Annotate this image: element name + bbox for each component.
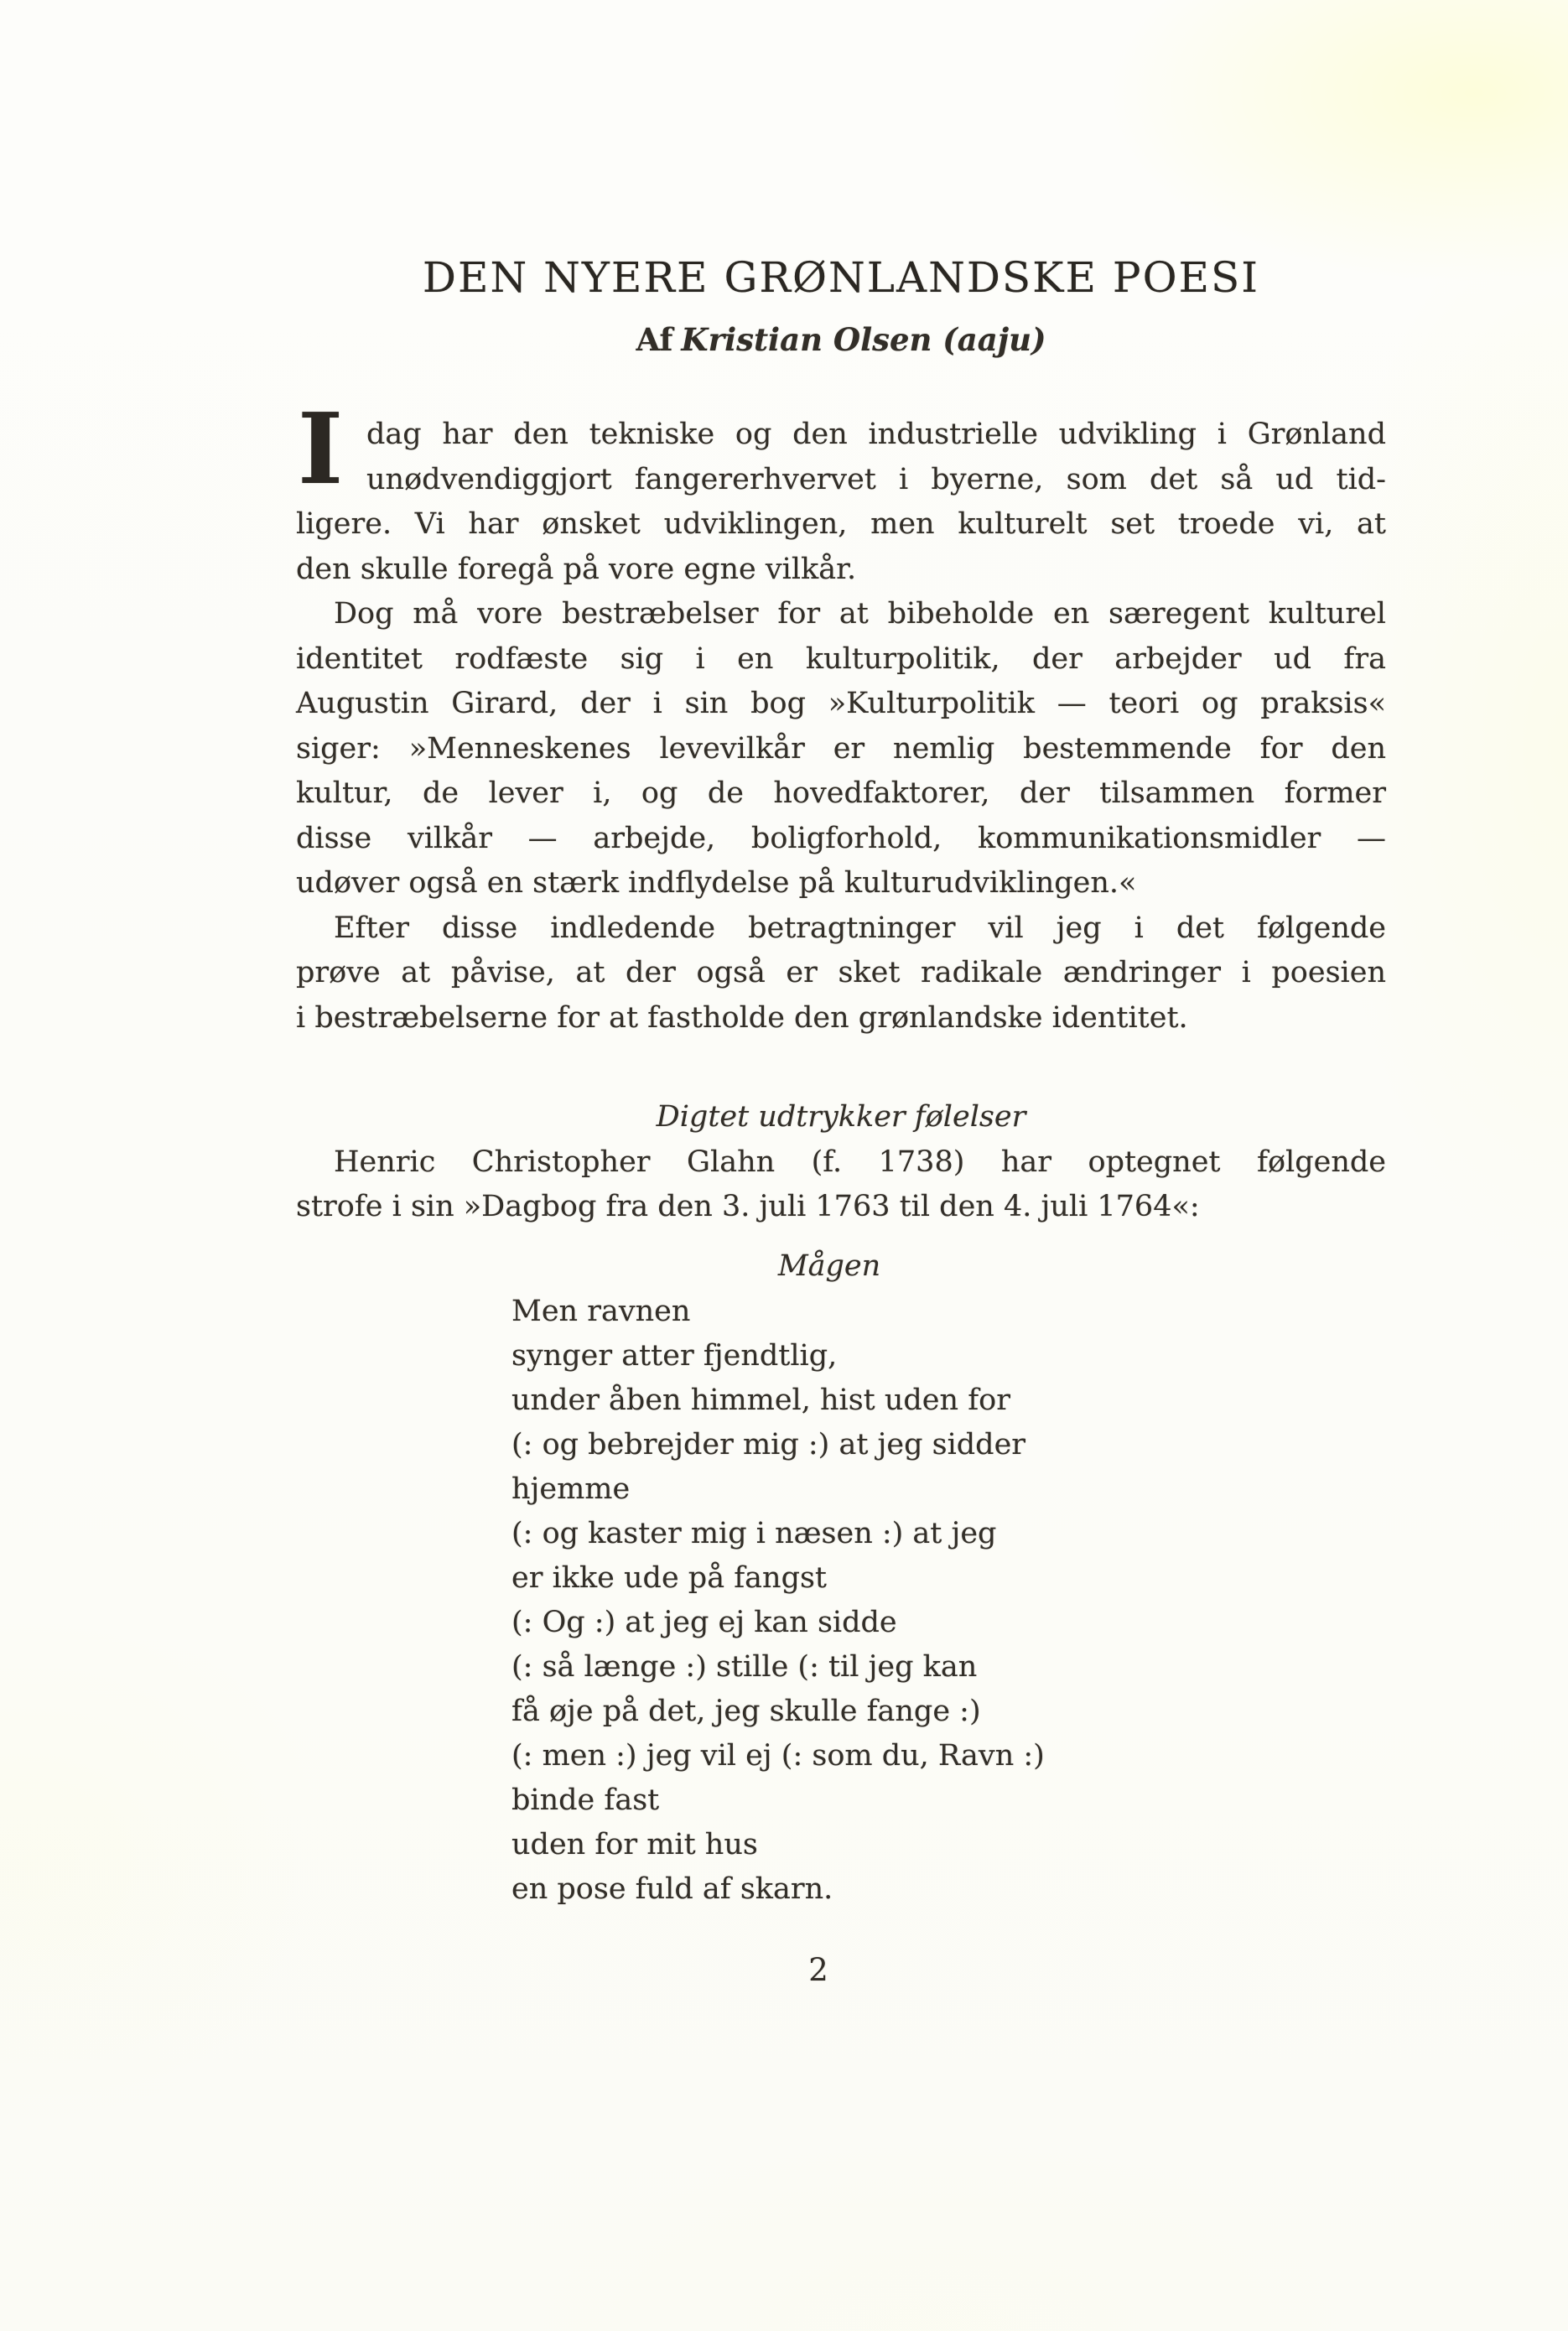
text-line: Henric Christopher Glahn (f. 1738) har optegnet følgende <box>334 1145 1386 1179</box>
text-line: unødvendiggjort fangererhvervet i byerne, som det så ud tid- <box>366 462 1386 496</box>
text-line: Augustin Girard, der i sin bog »Kulturpolitik — teori og praksis« <box>296 687 1386 720</box>
text-line: disse vilkår — arbejde, boligforhold, kommunikationsmidler — <box>296 821 1386 855</box>
poem-line: (: så længe :) stille (: til jeg kan <box>511 1649 978 1684</box>
byline-prefix: Af <box>636 321 673 358</box>
poem-line: synger atter fjendtlig, <box>511 1338 838 1373</box>
text-line: siger: »Menneskenes levevilkår er nemlig bestemmende for den <box>296 731 1386 766</box>
poem-line: (: men :) jeg vil ej (: som du, Ravn :) <box>511 1738 1045 1773</box>
byline-author: Kristian Olsen (aaju) <box>681 321 1046 358</box>
poem-line: er ikke ude på fangst <box>511 1560 827 1595</box>
paragraph-intro <box>296 392 1386 592</box>
text-line: Efter disse indledende betragtninger vil jeg i det følgende <box>334 911 1386 945</box>
drop-cap: I <box>298 392 344 506</box>
poem-line: en pose fuld af skarn. <box>511 1872 833 1906</box>
poem <box>296 1244 1386 1912</box>
page-number: 2 <box>808 1952 828 1988</box>
poem-line: (: og kaster mig i næsen :) at jeg <box>511 1516 997 1550</box>
section-heading: Digtet udtrykker følelser <box>656 1100 1026 1134</box>
poem-line: hjemme <box>511 1472 631 1506</box>
section-digtet <box>296 1095 1386 1230</box>
poem-line: (: Og :) at jeg ej kan sidde <box>511 1605 897 1639</box>
article-title: DEN NYERE GRØNLANDSKE POESI <box>422 253 1260 302</box>
text-line: udøver også en stærk indflydelse på kulturudviklingen.« <box>296 866 1137 900</box>
poem-line: uden for mit hus <box>511 1827 758 1861</box>
paragraph-kulturpolitik <box>296 592 1386 906</box>
text-line: dag har den tekniske og den industrielle udvikling i Grønland <box>366 418 1386 451</box>
paragraph-efter <box>296 906 1386 1041</box>
poem-line: få øje på det, jeg skulle fange :) <box>511 1694 981 1728</box>
text-line: identitet rodfæste sig i en kulturpolitik, der arbejder ud fra <box>296 641 1386 676</box>
text-line: i bestræbelserne for at fastholde den grønlandske identitet. <box>296 1000 1188 1035</box>
text-line: kultur, de lever i, og de hovedfaktorer, der tilsammen former <box>296 776 1386 810</box>
paragraph-glahn <box>296 1140 1386 1230</box>
text-line: prøve at påvise, at der også er sket radikale ændringer i poesien <box>296 956 1386 989</box>
byline <box>296 321 1386 358</box>
body-text <box>296 392 1386 1041</box>
text-line: ligere. Vi har ønsket udviklingen, men kulturelt set troede vi, at <box>296 507 1386 541</box>
page-content <box>296 0 1386 2331</box>
poem-lines <box>296 1290 1386 1912</box>
poem-line: binde fast <box>511 1783 660 1817</box>
text-line: strofe i sin »Dagbog fra den 3. juli 1763 til den 4. juli 1764«: <box>296 1190 1200 1223</box>
poem-line: (: og bebrejder mig :) at jeg sidder <box>511 1427 1026 1461</box>
text-line: den skulle foregå på vore egne vilkår. <box>296 552 857 586</box>
text-line: Dog må vore bestræbelser for at bibeholde en særegent kulturel <box>334 597 1386 631</box>
poem-title: Mågen <box>777 1249 881 1283</box>
poem-line: under åben himmel, hist uden for <box>511 1383 1010 1417</box>
poem-line: Men ravnen <box>511 1294 691 1328</box>
